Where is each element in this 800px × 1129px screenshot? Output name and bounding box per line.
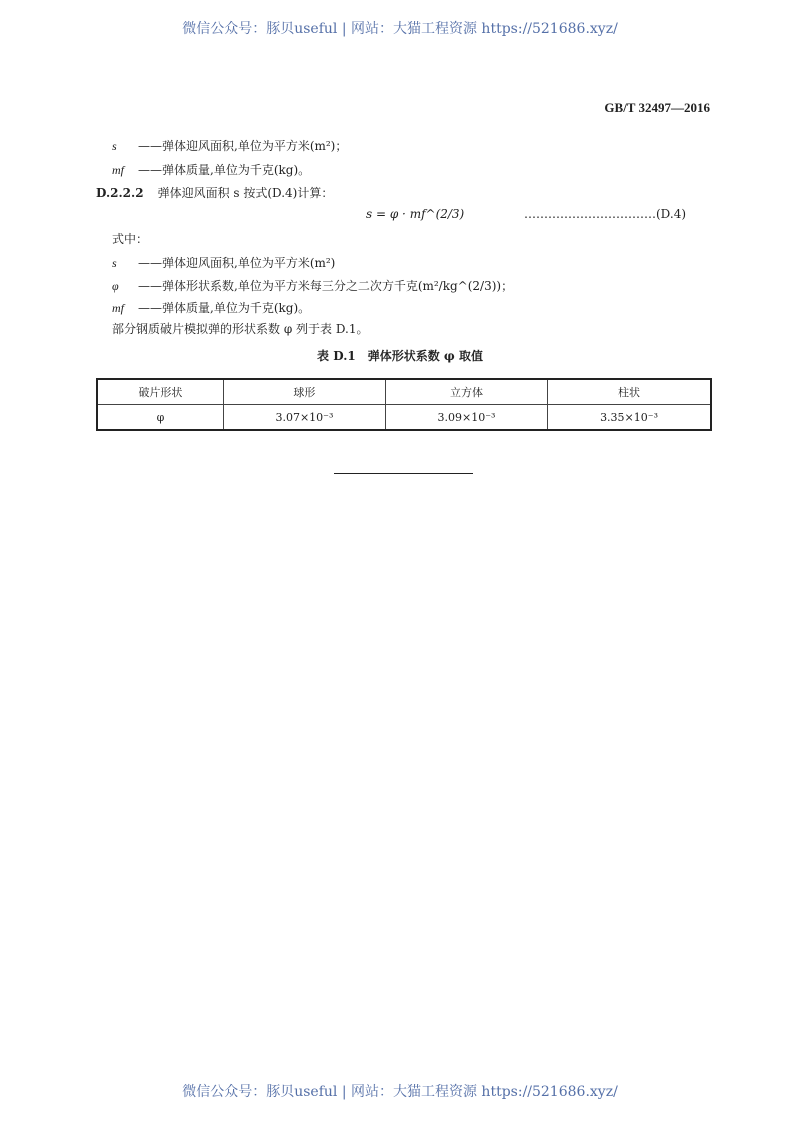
definition-line: s ——弹体迎风面积,单位为平方米(m²) [112,256,336,270]
table-header-row: 破片形状 球形 立方体 柱状 [97,379,711,405]
definition-line: mf ——弹体质量,单位为千克(kg)。 [112,301,311,315]
where-label: 式中： [112,232,149,246]
definition-line: φ ——弹体形状系数,单位为平方米每三分之二次方千克(m²/kg^(2/3))； [112,279,514,293]
watermark-top: 微信公众号：豚贝useful | 网站：大猫工程资源 https://521686.xyz/ [182,21,618,37]
formula: s = φ · mf^(2/3) [366,207,465,221]
table-caption: 表 D.1 弹体形状系数 φ 取值 [317,349,483,363]
standard-number: GB/T 32497—2016 [604,100,710,115]
note: 部分钢质破片模拟弹的形状系数 φ 列于表 D.1。 [112,322,369,336]
definition-line: mf ——弹体质量,单位为千克(kg)。 [112,163,311,177]
definition-line: s ——弹体迎风面积,单位为平方米(m²)； [112,139,348,153]
shape-coefficient-table [96,378,712,431]
end-rule [334,473,473,474]
formula-label: ……………………………(D.4) [524,207,687,221]
watermark-bottom: 微信公众号：豚贝useful | 网站：大猫工程资源 https://521686.xyz/ [182,1084,618,1100]
clause: D.2.2.2 弹体迎风面积 s 按式(D.4)计算： [96,186,334,200]
table-row: φ 3.07×10⁻³ 3.09×10⁻³ 3.35×10⁻³ [97,405,711,431]
